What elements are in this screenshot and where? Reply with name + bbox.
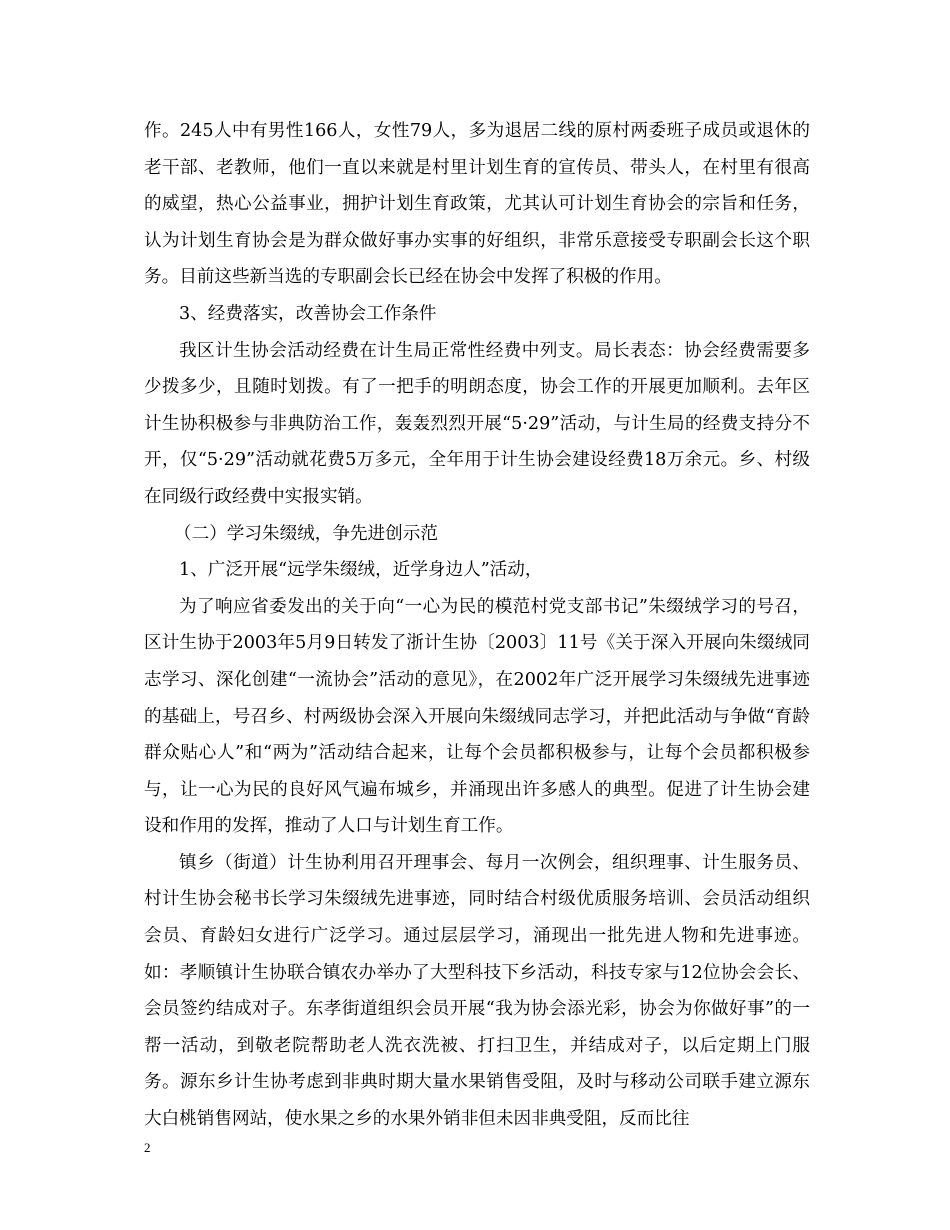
- paragraph-funding: 我区计生协会活动经费在计生局正常性经费中列支。局长表态：协会经费需要多少拨多少，且随时划拨。有了一把手的明朗态度，协会工作的开展更加顺利。去年区计生协积极参与非典防治工作，轰轰烈烈开展“5·29”活动，与计生局的经费支持分不开，仅“5·29”活动就花费5万多元，全年用于计生协会建设经费18万余元。乡、村级在同级行政经费中实报实销。: [144, 340, 810, 507]
- paragraph-continuation: 作。245人中有男性166人，女性79人，多为退居二线的原村两委班子成员或退休的老干部、老教师，他们一直以来就是村里计划生育的宣传员、带头人，在村里有很高的威望，热心公益事业，拥护计划生育政策，尤其认可计划生育协会的宗旨和任务，认为计划生育协会是为群众做好事办实事的好组织，非常乐意接受专职副会长这个职务。目前这些新当选的专职副会长已经在协会中发挥了积极的作用。: [144, 121, 810, 288]
- document-body: [144, 113, 810, 1138]
- paragraph-examples: 镇乡（街道）计生协利用召开理事会、每月一次例会，组织理事、计生服务员、村计生协会秘书长学习朱缀绒先进事迹，同时结合村级优质服务培训、会员活动组织会员、育龄妇女进行广泛学习。通过层层学习，涌现出一批先进人物和先进事迹。如：孝顺镇计生协联合镇农办举办了大型科技下乡活动，科技专家与12位协会会长、会员签约结成对子。东孝街道组织会员开展“我为协会添光彩，协会为你做好事”的一帮一活动，到敬老院帮助老人洗衣洗被、打扫卫生，并结成对子，以后定期上门服务。源东乡计生协考虑到非典时期大量水果销售受阻，及时与移动公司联手建立源东大白桃销售网站，使水果之乡的水果外销非但未因非典受阻，反而比往: [144, 852, 810, 1130]
- section-heading-learning: （二）学习朱缀绒，争先进创示范: [174, 523, 438, 544]
- paragraph-response: 为了响应省委发出的关于向“一心为民的模范村党支部书记”朱缀绒学习的号召，区计生协于2003年5月9日转发了浙计生协〔2003〕11号《关于深入开展向朱缀绒同志学习、深化创建“一流协会”活动的意见》，在2002年广泛开展学习朱缀绒先进事迹的基础上，号召乡、村两级协会深入开展向朱缀绒同志学习，并把此活动与争做“育龄群众贴心人”和“两为”活动结合起来，让每个会员都积极参与，让每个会员都积极参与，让一心为民的良好风气遍布城乡，并涌现出许多感人的典型。促进了计生协会建设和作用的发挥，推动了人口与计划生育工作。: [144, 596, 810, 837]
- page-number: 2: [144, 1140, 151, 1155]
- heading-activity: 1、广泛开展“远学朱缀绒，近学身边人”活动，: [179, 560, 543, 581]
- heading-funding: 3、经费落实，改善协会工作条件: [179, 303, 437, 324]
